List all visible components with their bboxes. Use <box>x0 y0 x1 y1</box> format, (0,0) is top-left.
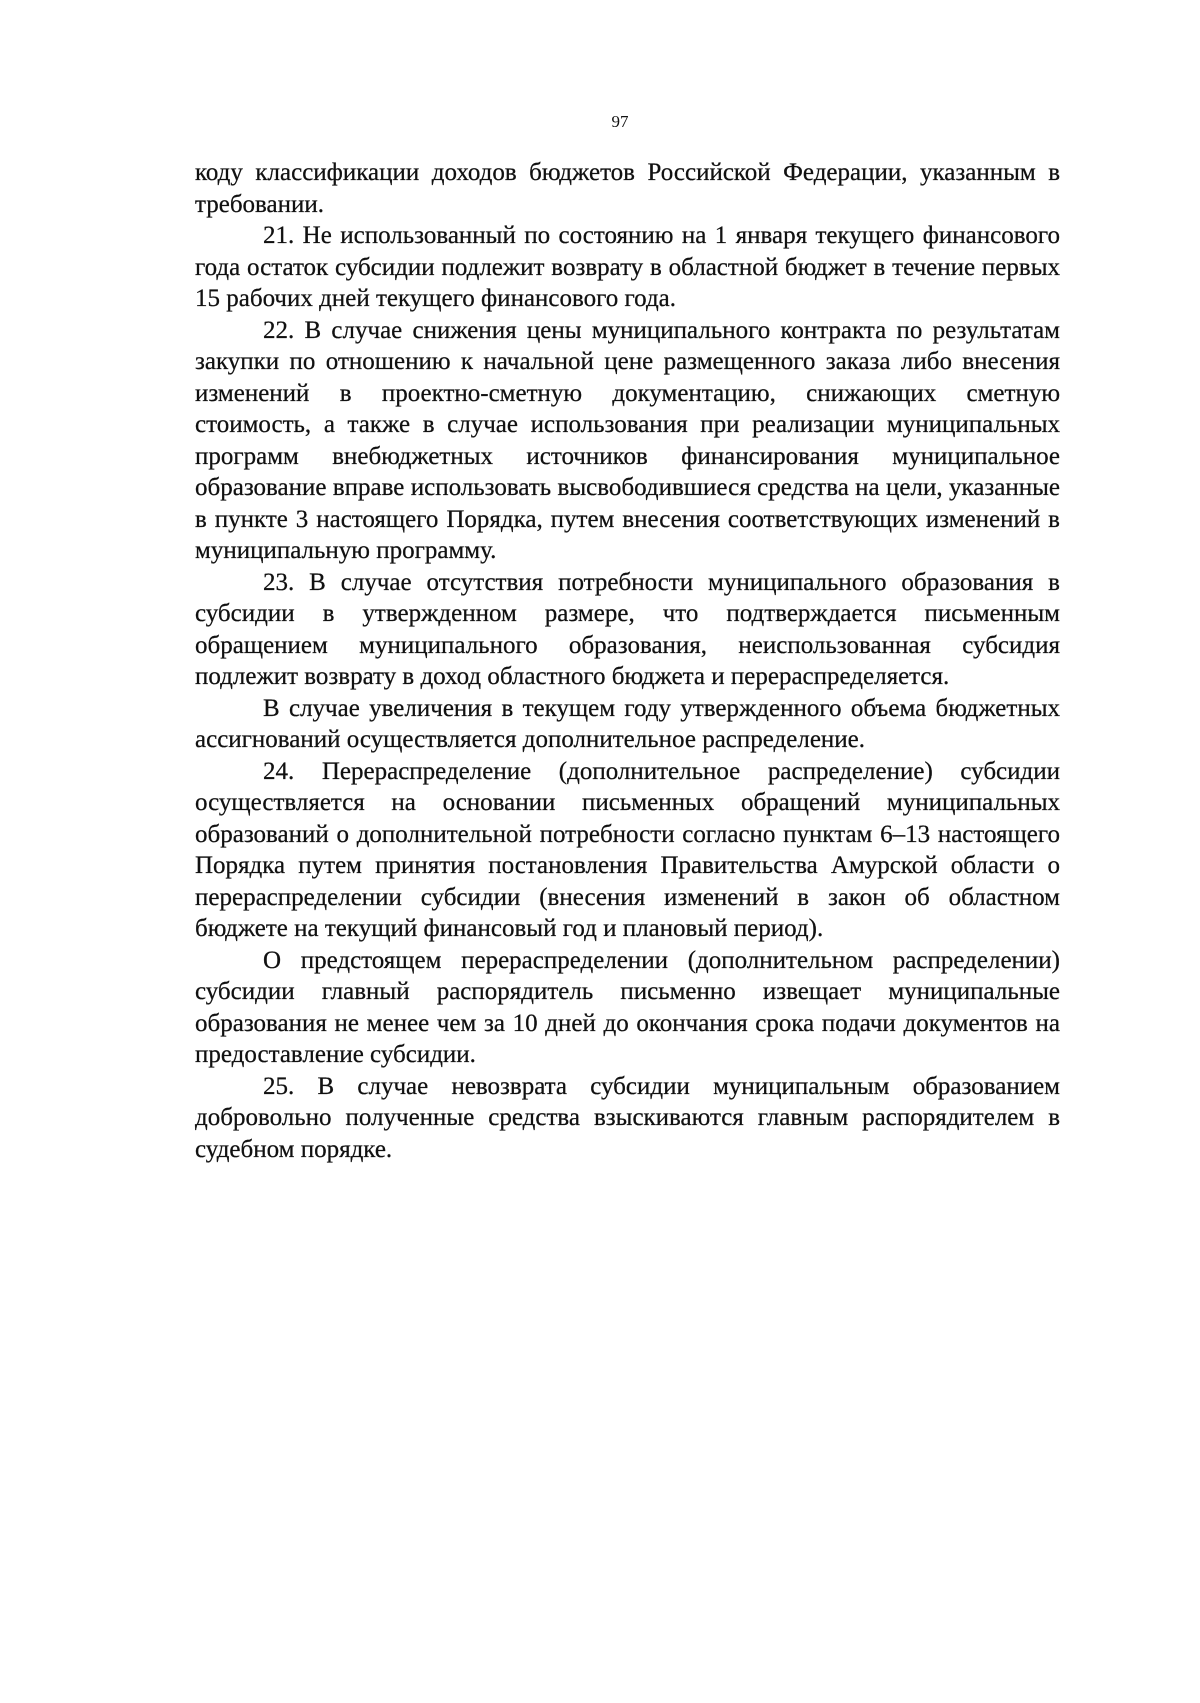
paragraph-25: 25. В случае невозврата субсидии муниципальным образованием добровольно полученные средства взыскиваются главным распорядителем в судебном порядке. <box>195 1072 1060 1163</box>
paragraph-22: 22. В случае снижения цены муниципального контракта по результатам закупки по отношению к начальной цене размещенного заказа либо внесения изменений в проектно-сметную документацию, снижающих сметную стоимость, а также в случае использования при реализации муниципальных программ внебюджетных источников финансирования муниципальное образование вправе использовать высвободившиеся средства на цели, указанные в пункте 3 настоящего Порядка, путем внесения соответствующих изменений в муниципальную программу. <box>195 316 1060 564</box>
page-number: 97 <box>611 112 629 131</box>
paragraph-23-additional: В случае увеличения в текущем году утвержденного объема бюджетных ассигнований осуществляется дополнительное распределение. <box>195 694 1060 753</box>
document-body <box>195 157 1060 1165</box>
paragraph-21: 21. Не использованный по состоянию на 1 января текущего финансового года остаток субсидии подлежит возврату в областной бюджет в течение первых 15 рабочих дней текущего финансового года. <box>195 222 1060 312</box>
paragraph-23: 23. В случае отсутствия потребности муниципального образования в субсидии в утвержденном размере, что подтверждается письменным обращением муниципального образования, неиспользованная субсидия подлежит возврату в доход областного бюджета и перераспределяется. <box>195 568 1060 690</box>
paragraph-24: 24. Перераспределение (дополнительное распределение) субсидии осуществляется на основании письменных обращений муниципальных образований о дополнительной потребности согласно пунктам 6–13 настоящего Порядка путем принятия постановления Правительства Амурской области о перераспределении субсидии (внесения изменений в закон об областном бюджете на текущий финансовый год и плановый период). <box>195 757 1060 942</box>
paragraph-24-notice: О предстоящем перераспределении (дополнительном распределении) субсидии главный распорядитель письменно извещает муниципальные образования не менее чем за 10 дней до окончания срока подачи документов на предоставление субсидии. <box>195 946 1060 1068</box>
paragraph-continuation: коду классификации доходов бюджетов Российской Федерации, указанным в требовании. <box>195 159 1060 218</box>
